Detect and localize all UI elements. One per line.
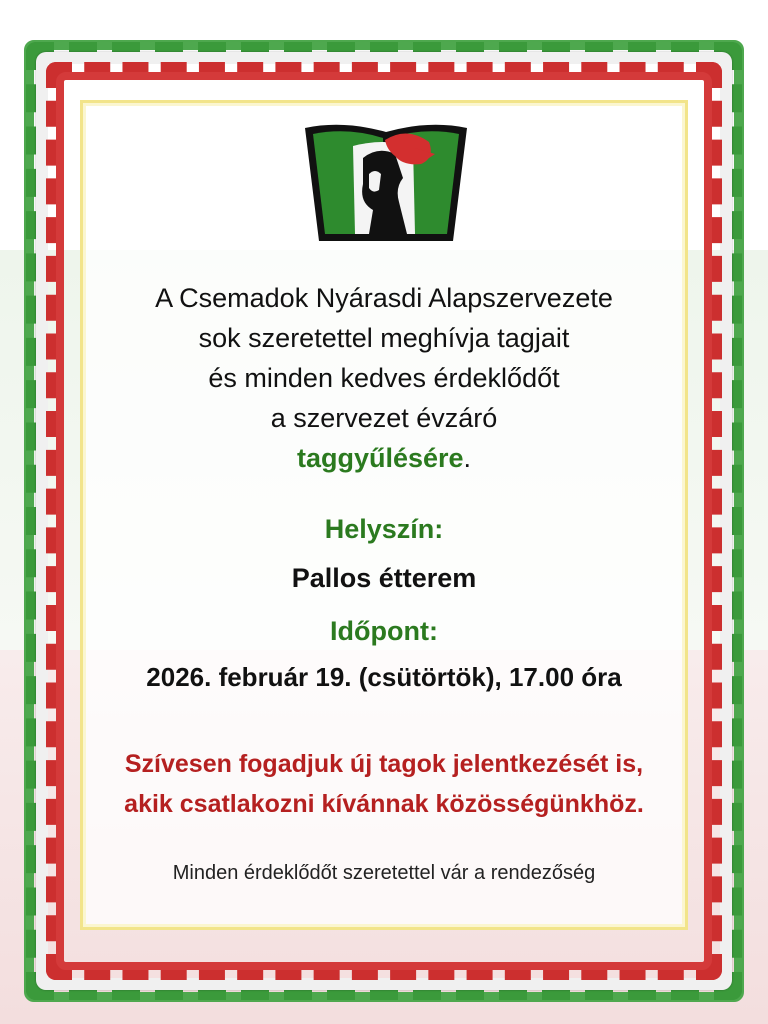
welcome-line: Szívesen fogadjuk új tagok jelentkezését is, [124,750,644,778]
invitation-line: és minden kedves érdeklődőt [208,363,560,393]
location-value: Pallos étterem [291,563,477,593]
location-label: Helyszín: [324,514,444,544]
csemadok-book-logo-icon [303,118,469,243]
meeting-word: taggyűlésére [296,443,464,473]
invitation-highlight-line [80,438,688,478]
invitation-text [80,278,688,478]
welcome-line: akik csatlakozni kívánnak közösségünkhöz. [124,790,644,818]
invitation-line: A Csemadok Nyárasdi Alapszervezete [155,283,613,313]
welcome-text [80,744,688,824]
meeting-word-suffix: . [463,443,472,473]
invitation-line: a szervezet évzáró [270,403,498,433]
invitation-line: sok szeretettel meghívja tagjait [198,323,570,353]
time-label: Időpont: [330,616,438,646]
time-value: 2026. február 19. (csütörtök), 17.00 óra [146,662,622,692]
footer-text: Minden érdeklődőt szeretettel vár a rendezőség [172,862,596,884]
